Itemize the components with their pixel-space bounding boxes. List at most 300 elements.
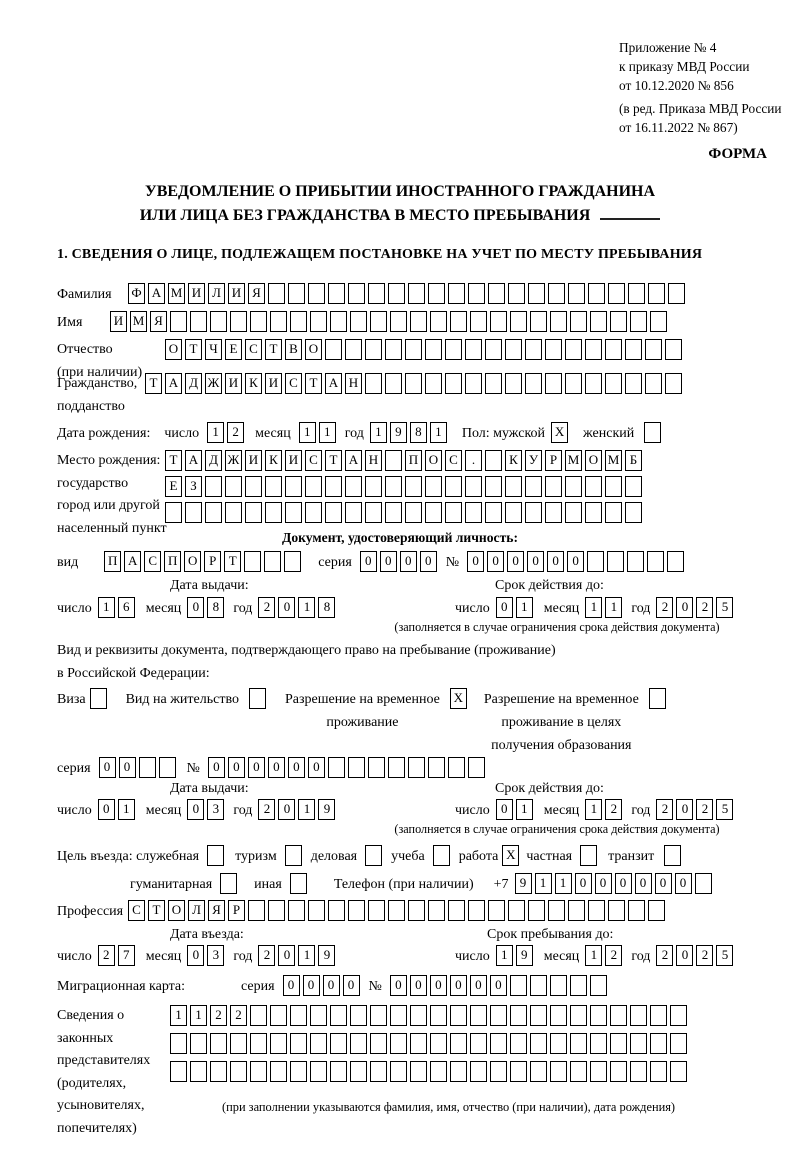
permit-number-cell[interactable] [368, 757, 385, 778]
birthplace-cell[interactable]: С [305, 450, 322, 471]
temp-edu-box[interactable] [649, 688, 666, 709]
representatives-cell[interactable] [170, 1033, 187, 1054]
birthplace-cell[interactable]: К [505, 450, 522, 471]
doc-number-cell[interactable] [667, 551, 684, 572]
patronymic-cell[interactable] [665, 339, 682, 360]
name-cell[interactable] [190, 311, 207, 332]
representatives-cell[interactable] [470, 1061, 487, 1082]
surname-cell[interactable]: И [228, 283, 245, 304]
birthplace-cell[interactable] [165, 502, 182, 523]
birthplace-cell[interactable]: О [425, 450, 442, 471]
representatives-cell[interactable] [570, 1061, 587, 1082]
purpose-other-box[interactable] [290, 873, 307, 894]
migration-number-cell[interactable]: 0 [470, 975, 487, 996]
entry-year-cell[interactable]: 1 [298, 945, 315, 966]
surname-cell[interactable] [588, 283, 605, 304]
surname-cell[interactable] [608, 283, 625, 304]
surname-cell[interactable]: М [168, 283, 185, 304]
migration-series-cell[interactable]: 0 [303, 975, 320, 996]
profession-cell[interactable] [268, 900, 285, 921]
birthplace-cell[interactable] [245, 476, 262, 497]
permit-valid-year-cell[interactable]: 0 [676, 799, 693, 820]
surname-cell[interactable]: А [148, 283, 165, 304]
patronymic-cell[interactable]: О [305, 339, 322, 360]
birthplace-cell[interactable]: . [465, 450, 482, 471]
profession-cell[interactable] [488, 900, 505, 921]
permit-issue-year-cell[interactable]: 0 [278, 799, 295, 820]
doc-number-cell[interactable] [647, 551, 664, 572]
birthplace-cell[interactable] [465, 476, 482, 497]
citizenship-cell[interactable]: Т [305, 373, 322, 394]
representatives-cell[interactable] [410, 1005, 427, 1026]
birthplace-cell[interactable] [525, 476, 542, 497]
birthplace-cell[interactable] [525, 502, 542, 523]
name-cell[interactable] [530, 311, 547, 332]
citizenship-cell[interactable]: С [285, 373, 302, 394]
doc-issue-day-cell[interactable]: 1 [98, 597, 115, 618]
doc-number-cell[interactable]: 0 [567, 551, 584, 572]
birthplace-cell[interactable]: Е [165, 476, 182, 497]
surname-cell[interactable] [468, 283, 485, 304]
representatives-cell[interactable] [650, 1005, 667, 1026]
doc-series-cell[interactable]: 0 [400, 551, 417, 572]
surname-cell[interactable] [568, 283, 585, 304]
birthplace-cell[interactable] [385, 450, 402, 471]
patronymic-cell[interactable] [385, 339, 402, 360]
profession-cell[interactable] [628, 900, 645, 921]
migration-series-cell[interactable]: 0 [343, 975, 360, 996]
citizenship-cell[interactable]: Т [145, 373, 162, 394]
representatives-cell[interactable] [390, 1061, 407, 1082]
entry-day-cell[interactable]: 7 [118, 945, 135, 966]
profession-cell[interactable]: Л [188, 900, 205, 921]
birthplace-cell[interactable] [385, 502, 402, 523]
birthplace-cell[interactable] [625, 502, 642, 523]
name-cell[interactable] [170, 311, 187, 332]
purpose-humanitarian-box[interactable] [220, 873, 237, 894]
migration-number-cell[interactable]: 0 [450, 975, 467, 996]
migration-number-cell[interactable] [590, 975, 607, 996]
representatives-cell[interactable] [510, 1033, 527, 1054]
representatives-cell[interactable] [670, 1061, 687, 1082]
permit-valid-year-cell[interactable]: 2 [696, 799, 713, 820]
birthplace-cell[interactable] [185, 502, 202, 523]
representatives-cell[interactable] [430, 1005, 447, 1026]
profession-cell[interactable]: С [128, 900, 145, 921]
name-cell[interactable] [230, 311, 247, 332]
visa-box[interactable] [90, 688, 107, 709]
phone-cell[interactable]: 0 [595, 873, 612, 894]
doc-type-cell[interactable] [244, 551, 261, 572]
stay-day-cell[interactable]: 9 [516, 945, 533, 966]
birthplace-cell[interactable] [385, 476, 402, 497]
representatives-cell[interactable] [650, 1061, 667, 1082]
doc-issue-day-cell[interactable]: 6 [118, 597, 135, 618]
patronymic-cell[interactable] [345, 339, 362, 360]
birthplace-cell[interactable] [205, 476, 222, 497]
profession-cell[interactable]: О [168, 900, 185, 921]
doc-number-cell[interactable] [627, 551, 644, 572]
patronymic-cell[interactable] [425, 339, 442, 360]
representatives-cell[interactable] [250, 1061, 267, 1082]
representatives-cell[interactable] [510, 1005, 527, 1026]
birthplace-cell[interactable] [565, 476, 582, 497]
profession-cell[interactable] [288, 900, 305, 921]
doc-number-cell[interactable]: 0 [547, 551, 564, 572]
birthplace-cell[interactable]: Б [625, 450, 642, 471]
representatives-cell[interactable] [190, 1033, 207, 1054]
birthplace-cell[interactable] [305, 502, 322, 523]
temp-residence-box[interactable]: X [450, 688, 467, 709]
representatives-cell[interactable] [350, 1061, 367, 1082]
representatives-cell[interactable] [590, 1061, 607, 1082]
doc-valid-year-cell[interactable]: 2 [656, 597, 673, 618]
profession-cell[interactable]: Т [148, 900, 165, 921]
representatives-cell[interactable] [310, 1033, 327, 1054]
doc-type-cell[interactable]: А [124, 551, 141, 572]
representatives-cell[interactable] [370, 1061, 387, 1082]
representatives-cell[interactable] [590, 1033, 607, 1054]
doc-valid-day-cell[interactable]: 0 [496, 597, 513, 618]
birthplace-cell[interactable] [505, 476, 522, 497]
representatives-cell[interactable] [670, 1005, 687, 1026]
representatives-cell[interactable] [190, 1061, 207, 1082]
birthplace-cell[interactable]: С [445, 450, 462, 471]
profession-cell[interactable] [388, 900, 405, 921]
name-cell[interactable] [630, 311, 647, 332]
representatives-cell[interactable] [470, 1005, 487, 1026]
doc-number-cell[interactable]: 0 [467, 551, 484, 572]
birthplace-cell[interactable] [605, 502, 622, 523]
birthplace-cell[interactable] [225, 476, 242, 497]
permit-valid-day-cell[interactable]: 0 [496, 799, 513, 820]
permit-issue-day-cell[interactable]: 0 [98, 799, 115, 820]
migration-number-cell[interactable] [550, 975, 567, 996]
birthplace-cell[interactable] [205, 502, 222, 523]
representatives-cell[interactable] [450, 1005, 467, 1026]
representatives-cell[interactable] [630, 1005, 647, 1026]
representatives-cell[interactable] [270, 1033, 287, 1054]
birthplace-cell[interactable]: Ж [225, 450, 242, 471]
surname-cell[interactable] [428, 283, 445, 304]
patronymic-cell[interactable] [585, 339, 602, 360]
profession-cell[interactable] [448, 900, 465, 921]
doc-type-cell[interactable] [264, 551, 281, 572]
name-cell[interactable] [470, 311, 487, 332]
representatives-cell[interactable] [210, 1033, 227, 1054]
birthplace-cell[interactable] [585, 476, 602, 497]
birthplace-cell[interactable]: Д [205, 450, 222, 471]
permit-issue-year-cell[interactable]: 2 [258, 799, 275, 820]
permit-number-cell[interactable] [328, 757, 345, 778]
citizenship-cell[interactable] [585, 373, 602, 394]
stay-month-cell[interactable]: 2 [605, 945, 622, 966]
representatives-cell[interactable] [430, 1033, 447, 1054]
permit-issue-year-cell[interactable]: 9 [318, 799, 335, 820]
profession-cell[interactable] [348, 900, 365, 921]
name-cell[interactable] [590, 311, 607, 332]
sex-male-box[interactable]: X [551, 422, 568, 443]
birth-day-cell[interactable]: 2 [227, 422, 244, 443]
permit-number-cell[interactable]: 0 [268, 757, 285, 778]
migration-number-cell[interactable] [530, 975, 547, 996]
representatives-cell[interactable] [630, 1061, 647, 1082]
name-cell[interactable]: М [130, 311, 147, 332]
citizenship-cell[interactable] [425, 373, 442, 394]
birthplace-cell[interactable] [305, 476, 322, 497]
profession-cell[interactable] [408, 900, 425, 921]
birthplace-cell[interactable]: О [585, 450, 602, 471]
phone-cell[interactable] [695, 873, 712, 894]
name-cell[interactable] [270, 311, 287, 332]
citizenship-cell[interactable]: Ж [205, 373, 222, 394]
birthplace-cell[interactable]: Р [545, 450, 562, 471]
permit-valid-year-cell[interactable]: 5 [716, 799, 733, 820]
birthplace-cell[interactable] [545, 476, 562, 497]
permit-number-cell[interactable] [428, 757, 445, 778]
permit-number-cell[interactable]: 0 [288, 757, 305, 778]
profession-cell[interactable] [248, 900, 265, 921]
birthplace-cell[interactable] [405, 476, 422, 497]
birthplace-cell[interactable] [365, 502, 382, 523]
surname-cell[interactable] [448, 283, 465, 304]
birthplace-cell[interactable] [285, 476, 302, 497]
patronymic-cell[interactable] [525, 339, 542, 360]
doc-valid-month-cell[interactable]: 1 [605, 597, 622, 618]
doc-valid-month-cell[interactable]: 1 [585, 597, 602, 618]
representatives-cell[interactable] [570, 1033, 587, 1054]
birthplace-cell[interactable]: И [285, 450, 302, 471]
citizenship-cell[interactable] [625, 373, 642, 394]
citizenship-cell[interactable] [545, 373, 562, 394]
purpose-business-box[interactable] [365, 845, 382, 866]
profession-cell[interactable] [528, 900, 545, 921]
citizenship-cell[interactable] [605, 373, 622, 394]
doc-series-cell[interactable]: 0 [380, 551, 397, 572]
doc-issue-year-cell[interactable]: 1 [298, 597, 315, 618]
birthplace-cell[interactable] [325, 502, 342, 523]
surname-cell[interactable] [288, 283, 305, 304]
representatives-cell[interactable] [490, 1033, 507, 1054]
permit-issue-month-cell[interactable]: 3 [207, 799, 224, 820]
permit-number-cell[interactable]: 0 [308, 757, 325, 778]
birthplace-cell[interactable]: А [345, 450, 362, 471]
permit-number-cell[interactable] [468, 757, 485, 778]
name-cell[interactable] [350, 311, 367, 332]
birthplace-cell[interactable]: П [405, 450, 422, 471]
profession-cell[interactable] [548, 900, 565, 921]
representatives-cell[interactable] [310, 1061, 327, 1082]
representatives-cell[interactable] [330, 1033, 347, 1054]
permit-series-cell[interactable] [159, 757, 176, 778]
birthplace-cell[interactable] [485, 450, 502, 471]
representatives-cell[interactable]: 1 [170, 1005, 187, 1026]
birthplace-cell[interactable] [425, 502, 442, 523]
representatives-cell[interactable] [490, 1061, 507, 1082]
representatives-cell[interactable]: 1 [190, 1005, 207, 1026]
permit-issue-day-cell[interactable]: 1 [118, 799, 135, 820]
representatives-cell[interactable] [210, 1061, 227, 1082]
name-cell[interactable] [610, 311, 627, 332]
entry-month-cell[interactable]: 3 [207, 945, 224, 966]
name-cell[interactable] [330, 311, 347, 332]
patronymic-cell[interactable] [565, 339, 582, 360]
patronymic-cell[interactable] [325, 339, 342, 360]
permit-number-cell[interactable] [388, 757, 405, 778]
phone-cell[interactable]: 0 [575, 873, 592, 894]
doc-series-cell[interactable]: 0 [360, 551, 377, 572]
doc-number-cell[interactable]: 0 [487, 551, 504, 572]
surname-cell[interactable] [508, 283, 525, 304]
patronymic-cell[interactable] [485, 339, 502, 360]
phone-cell[interactable]: 0 [675, 873, 692, 894]
profession-cell[interactable] [588, 900, 605, 921]
surname-cell[interactable] [388, 283, 405, 304]
permit-series-cell[interactable]: 0 [99, 757, 116, 778]
permit-valid-day-cell[interactable]: 1 [516, 799, 533, 820]
birthplace-cell[interactable] [285, 502, 302, 523]
representatives-cell[interactable] [550, 1061, 567, 1082]
migration-series-cell[interactable]: 0 [323, 975, 340, 996]
phone-cell[interactable]: 1 [555, 873, 572, 894]
representatives-cell[interactable] [530, 1005, 547, 1026]
birthplace-cell[interactable] [545, 502, 562, 523]
permit-issue-year-cell[interactable]: 1 [298, 799, 315, 820]
citizenship-cell[interactable] [385, 373, 402, 394]
birthplace-cell[interactable]: Н [365, 450, 382, 471]
birth-month-cell[interactable]: 1 [299, 422, 316, 443]
representatives-cell[interactable] [410, 1061, 427, 1082]
profession-cell[interactable] [428, 900, 445, 921]
birthplace-cell[interactable] [485, 476, 502, 497]
migration-number-cell[interactable] [570, 975, 587, 996]
representatives-cell[interactable] [530, 1033, 547, 1054]
birthplace-cell[interactable]: К [265, 450, 282, 471]
profession-cell[interactable]: Я [208, 900, 225, 921]
permit-series-cell[interactable]: 0 [119, 757, 136, 778]
birthplace-cell[interactable] [345, 502, 362, 523]
permit-series-cell[interactable] [139, 757, 156, 778]
birthplace-cell[interactable] [465, 502, 482, 523]
patronymic-cell[interactable] [465, 339, 482, 360]
birthplace-cell[interactable] [445, 476, 462, 497]
representatives-cell[interactable] [670, 1033, 687, 1054]
citizenship-cell[interactable] [565, 373, 582, 394]
phone-cell[interactable]: 0 [655, 873, 672, 894]
representatives-cell[interactable] [630, 1033, 647, 1054]
name-cell[interactable] [650, 311, 667, 332]
doc-issue-year-cell[interactable]: 2 [258, 597, 275, 618]
representatives-cell[interactable] [330, 1061, 347, 1082]
doc-series-cell[interactable]: 0 [420, 551, 437, 572]
birthplace-cell[interactable] [585, 502, 602, 523]
doc-type-cell[interactable]: П [104, 551, 121, 572]
citizenship-cell[interactable] [365, 373, 382, 394]
birth-month-cell[interactable]: 1 [319, 422, 336, 443]
profession-cell[interactable] [608, 900, 625, 921]
citizenship-cell[interactable]: А [325, 373, 342, 394]
stay-year-cell[interactable]: 2 [696, 945, 713, 966]
name-cell[interactable] [210, 311, 227, 332]
doc-type-cell[interactable]: Т [224, 551, 241, 572]
name-cell[interactable] [550, 311, 567, 332]
representatives-cell[interactable] [290, 1033, 307, 1054]
citizenship-cell[interactable] [485, 373, 502, 394]
birth-day-cell[interactable]: 1 [207, 422, 224, 443]
representatives-cell[interactable] [230, 1061, 247, 1082]
purpose-transit-box[interactable] [664, 845, 681, 866]
name-cell[interactable] [570, 311, 587, 332]
doc-valid-year-cell[interactable]: 2 [696, 597, 713, 618]
birthplace-cell[interactable] [345, 476, 362, 497]
representatives-cell[interactable] [270, 1061, 287, 1082]
permit-issue-month-cell[interactable]: 0 [187, 799, 204, 820]
birthplace-cell[interactable] [365, 476, 382, 497]
patronymic-cell[interactable] [625, 339, 642, 360]
purpose-tourism-box[interactable] [285, 845, 302, 866]
birth-year-cell[interactable]: 8 [410, 422, 427, 443]
phone-cell[interactable]: 0 [635, 873, 652, 894]
patronymic-cell[interactable] [405, 339, 422, 360]
doc-issue-month-cell[interactable]: 8 [207, 597, 224, 618]
stay-year-cell[interactable]: 0 [676, 945, 693, 966]
birthplace-cell[interactable] [605, 476, 622, 497]
phone-cell[interactable]: 0 [615, 873, 632, 894]
birthplace-cell[interactable] [625, 476, 642, 497]
representatives-cell[interactable] [450, 1033, 467, 1054]
doc-type-cell[interactable]: П [164, 551, 181, 572]
representatives-cell[interactable] [390, 1033, 407, 1054]
surname-cell[interactable] [348, 283, 365, 304]
citizenship-cell[interactable]: Д [185, 373, 202, 394]
stay-year-cell[interactable]: 2 [656, 945, 673, 966]
patronymic-cell[interactable] [365, 339, 382, 360]
migration-number-cell[interactable]: 0 [390, 975, 407, 996]
representatives-cell[interactable]: 2 [210, 1005, 227, 1026]
representatives-cell[interactable] [410, 1033, 427, 1054]
profession-cell[interactable] [368, 900, 385, 921]
entry-year-cell[interactable]: 2 [258, 945, 275, 966]
representatives-cell[interactable] [310, 1005, 327, 1026]
doc-issue-month-cell[interactable]: 0 [187, 597, 204, 618]
representatives-cell[interactable] [170, 1061, 187, 1082]
representatives-cell[interactable] [570, 1005, 587, 1026]
surname-cell[interactable] [328, 283, 345, 304]
doc-number-cell[interactable]: 0 [527, 551, 544, 572]
patronymic-cell[interactable] [645, 339, 662, 360]
purpose-study-box[interactable] [433, 845, 450, 866]
birthplace-cell[interactable] [265, 502, 282, 523]
doc-type-cell[interactable] [284, 551, 301, 572]
birthplace-cell[interactable]: Т [325, 450, 342, 471]
name-cell[interactable] [510, 311, 527, 332]
surname-cell[interactable] [528, 283, 545, 304]
purpose-work-box[interactable]: X [502, 845, 519, 866]
patronymic-cell[interactable]: Т [265, 339, 282, 360]
name-cell[interactable]: Я [150, 311, 167, 332]
migration-number-cell[interactable]: 0 [490, 975, 507, 996]
patronymic-cell[interactable] [605, 339, 622, 360]
representatives-cell[interactable] [470, 1033, 487, 1054]
birthplace-cell[interactable]: И [245, 450, 262, 471]
name-cell[interactable] [430, 311, 447, 332]
representatives-cell[interactable] [550, 1033, 567, 1054]
permit-number-cell[interactable]: 0 [228, 757, 245, 778]
patronymic-cell[interactable] [505, 339, 522, 360]
entry-year-cell[interactable]: 0 [278, 945, 295, 966]
permit-number-cell[interactable]: 0 [208, 757, 225, 778]
citizenship-cell[interactable]: И [265, 373, 282, 394]
